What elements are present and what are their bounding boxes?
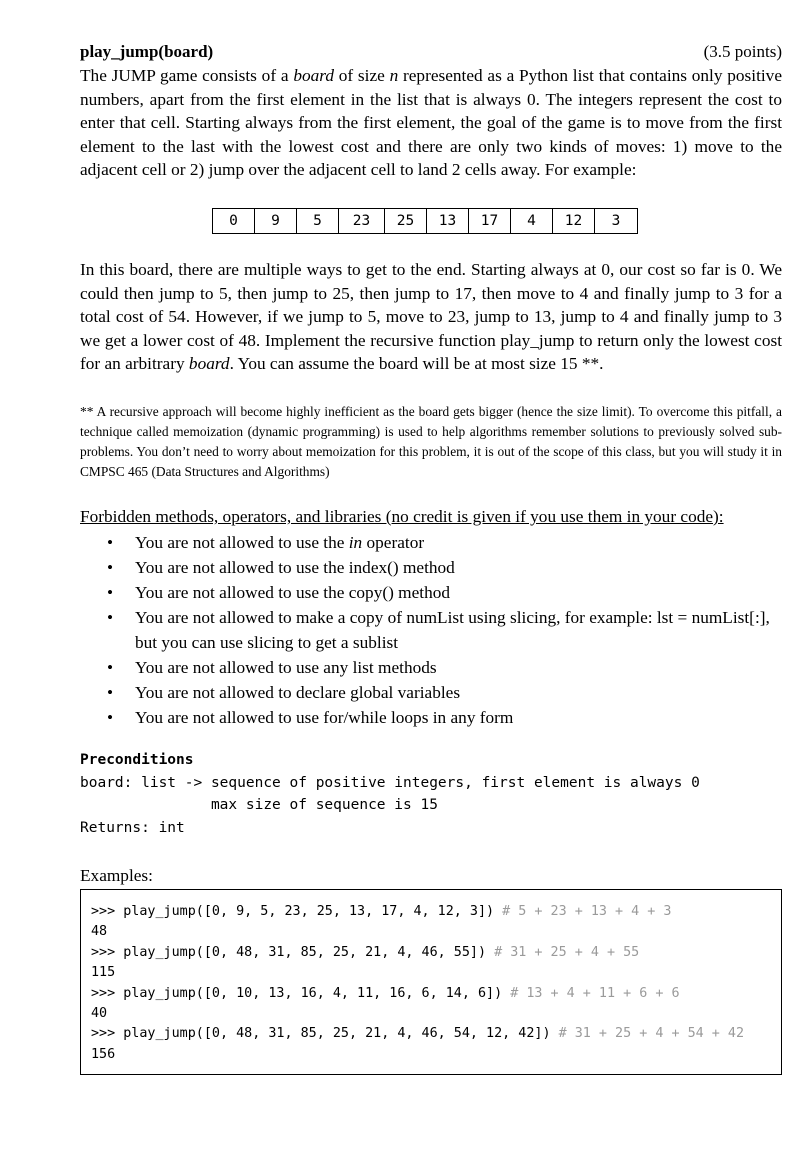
preconditions-title: Preconditions xyxy=(80,752,194,768)
example-call xyxy=(91,902,771,922)
item-em-in: in xyxy=(348,533,363,552)
points-label: (3.5 points) xyxy=(703,42,782,61)
list-item: • You are not allowed to declare global variables xyxy=(80,680,782,705)
example-result: 48 xyxy=(91,924,108,940)
example-comment: # 13 + 4 + 11 + 6 + 6 xyxy=(502,985,680,1001)
examples-heading: Examples: xyxy=(80,866,153,885)
example-call xyxy=(91,984,771,1004)
example-call xyxy=(91,943,771,963)
board-cell: 25 xyxy=(385,209,427,233)
intro-text-1: The JUMP game consists of a xyxy=(80,66,294,85)
intro-text-3: represented as a Python list that contains only positive numbers, apart from the first element in the list that is always 0. The integers represent the cost to enter that cell. Starting always from the first element, the goal of the game is to move from the first element to the last with the lowest cost and there are only two kinds of moves: 1) move to the adjacent cell or 2) jump over the adjacent cell to land 2 cells away. For example: xyxy=(80,66,782,180)
example-call xyxy=(91,1024,771,1044)
board-example xyxy=(212,208,638,234)
board-cell: 3 xyxy=(611,213,621,229)
intro-em-board: board xyxy=(293,66,334,85)
problem-header xyxy=(80,42,782,62)
example-result: 115 xyxy=(91,965,116,981)
board-cell: 9 xyxy=(255,209,297,233)
list-item: • You are not allowed to use any list methods xyxy=(80,655,782,680)
board-cell: 23 xyxy=(339,209,385,233)
list-item: • You are not allowed to make a copy of numList using slicing, for example: lst = numList[:], but you can use slicing to get a sublist xyxy=(80,605,782,655)
explanation-text-2: . You can assume the board will be at most size 15 **. xyxy=(229,354,604,374)
memoization-note: ** A recursive approach will become highly inefficient as the board gets bigger (hence the size limit). To overcome this pitfall, a technique called memoization (dynamic programming) is used to help algorithms remember solutions to previously solved sub-problems. You don’t need to worry about memoization for this problem, it is out of the scope of this class, but you will study it in CMPSC 465 (Data Structures and Algorithms) xyxy=(80,404,782,479)
board-cell: 13 xyxy=(427,209,469,233)
precondition-max-size: max size of sequence is 15 xyxy=(80,797,438,813)
example-code: >>> play_jump([0, 9, 5, 23, 25, 13, 17, 4, 12, 3]) xyxy=(91,904,495,919)
precondition-board: board: list -> sequence of positive integers, first element is always 0 xyxy=(80,775,700,791)
example-code: >>> play_jump([0, 10, 13, 16, 4, 11, 16, 6, 14, 6]) xyxy=(91,985,503,1001)
list-item: • You are not allowed to use the copy() method xyxy=(80,580,782,605)
board-cell: 17 xyxy=(469,209,511,233)
intro-text-2: of size xyxy=(333,66,390,85)
examples-box xyxy=(80,889,782,1075)
function-title: play_jump(board) xyxy=(80,42,214,61)
item-text: operator xyxy=(362,533,425,552)
explanation-paragraph xyxy=(80,258,782,376)
example-result: 40 xyxy=(91,1005,108,1021)
intro-em-n: n xyxy=(389,66,399,85)
returns-label: Returns: int xyxy=(80,820,185,836)
example-result: 156 xyxy=(91,1046,116,1062)
board-cell: 12 xyxy=(553,209,595,233)
board-cell: 0 xyxy=(213,209,255,233)
list-item xyxy=(80,530,782,555)
example-comment: # 31 + 25 + 4 + 54 + 42 xyxy=(550,1026,745,1042)
explanation-em-board: board xyxy=(188,354,230,374)
example-code: >>> play_jump([0, 48, 31, 85, 25, 21, 4, 46, 55]) xyxy=(91,944,487,960)
board-cell: 5 xyxy=(297,209,339,233)
forbidden-list xyxy=(80,530,782,730)
list-item: • You are not allowed to use the index() method xyxy=(80,555,782,580)
example-code: >>> play_jump([0, 48, 31, 85, 25, 21, 4, 46, 54, 12, 42]) xyxy=(91,1026,551,1042)
board-cell: 4 xyxy=(511,209,553,233)
intro-paragraph xyxy=(80,64,782,182)
example-comment: # 31 + 25 + 4 + 55 xyxy=(486,944,640,960)
list-item: • You are not allowed to use for/while loops in any form xyxy=(80,705,782,730)
forbidden-heading: Forbidden methods, operators, and libraries (no credit is given if you use them in your code): xyxy=(80,507,724,526)
example-comment: # 5 + 23 + 13 + 4 + 3 xyxy=(494,904,672,919)
explanation-text-1: In this board, there are multiple ways to get to the end. Starting always at 0, our cost so far is 0. We could then jump to 5, then jump to 25, then jump to 17, then move to 4 and finally jump to 3 for a total cost of 54. However, if we jump to 5, move to 23, jump to 13, jump to 4 and finally jump to 3 we get a lower cost of 48. Implement the recursive function play_jump to return only the lowest cost for an arbitrary xyxy=(80,260,782,374)
item-text: You are not allowed to use the xyxy=(135,533,349,552)
